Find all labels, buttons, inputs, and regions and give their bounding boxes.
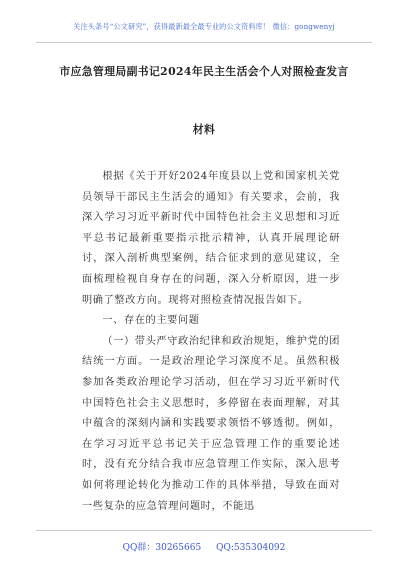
header-promo: 关注头条号“公文研究”，获得最新最全最专业的公文资料库！ 微信：gongwenyj: [73, 22, 335, 31]
footer-qq-group: QQ群：30265665: [122, 543, 202, 553]
header-divider: [36, 42, 372, 43]
document-title-continued: 材料: [192, 123, 216, 136]
subsection-paragraph: （一）带头严守政治纪律和政治规矩，维护党的团结统一方面。一是政治理论学习深度不足。虽然积极参加各类政治理论学习活动，但在学习习近平新时代中国特色社会主义思想时，多停留在表面理解，对其中蕴含的深刻内涵和实践要求领悟不够透彻。例如，在学习习近平总书记关于应急管理工作的重要论述时，没有充分结合我市应急管理工作实际，深入思考如何将理论转化为推动工作的具体举措，导致在面对一些复杂的应急管理问题时，不能迅: [82, 335, 340, 512]
document-title: 市应急管理局副书记2024年民主生活会个人对照检查发言: [59, 65, 349, 78]
footer-contacts: [0, 540, 408, 553]
intro-paragraph: 根据《关于开好2024年度县以上党和国家机关党员领导干部民主生活会的通知》有关要求，会前，我深入学习习近平新时代中国特色社会主义思想和习近平总书记最新重要指示批示精神，认真开展理论研讨，深入剖析典型案例，结合征求到的意见建议，全面梳理检视自身存在的问题，深入分析原因，进一步明确了整改方向。现将对照检查情况报告如下。: [82, 171, 340, 306]
footer-divider: [36, 530, 372, 531]
document-body: [82, 167, 340, 517]
section-heading: 一、存在的主要问题: [102, 315, 200, 327]
footer-qq: QQ:535304092: [216, 543, 286, 553]
